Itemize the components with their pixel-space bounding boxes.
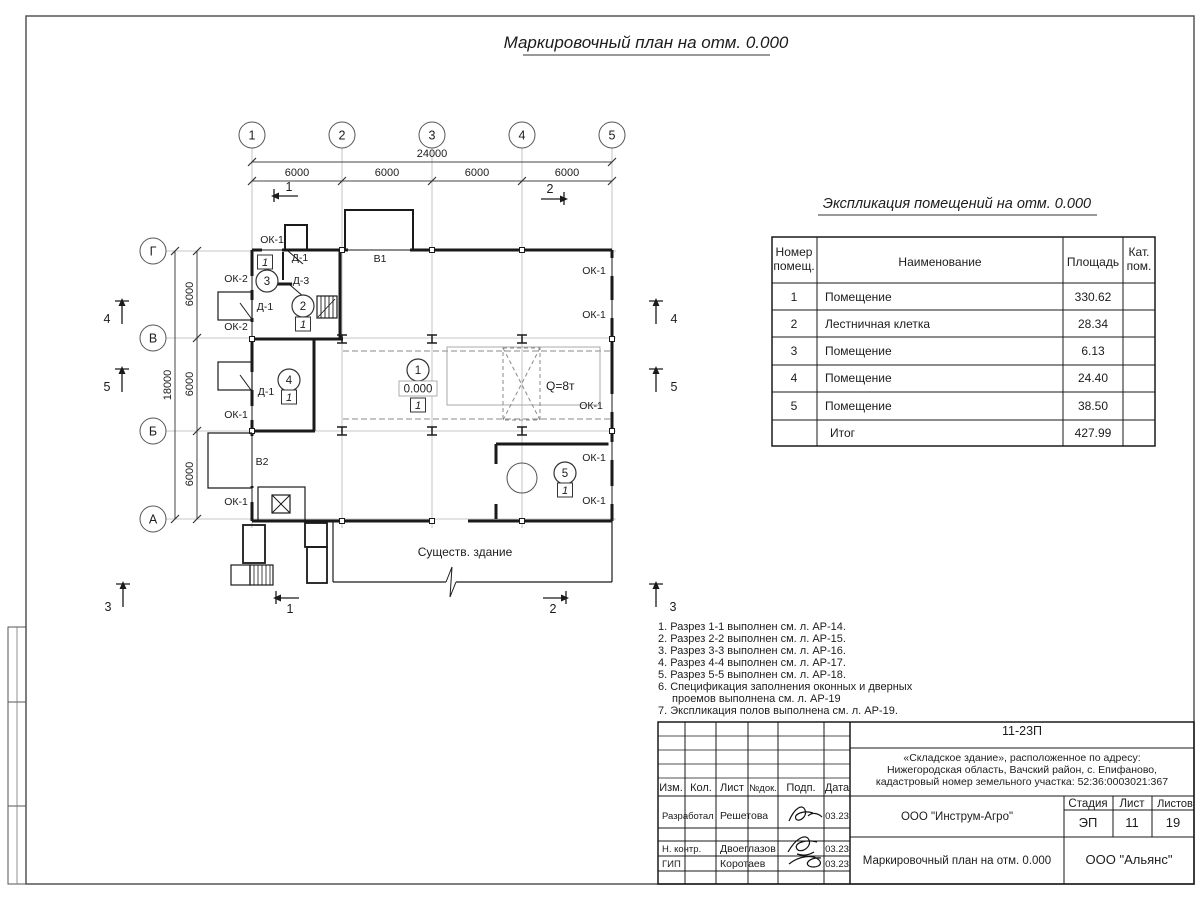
door-label: Д-1 <box>257 386 275 398</box>
dim-row-3: 6000 <box>184 461 196 487</box>
col-ndok: №док. <box>749 783 777 794</box>
room-2-category: 1 <box>299 319 307 331</box>
window-label: ОК-2 <box>224 321 248 333</box>
dim-total-height: 18000 <box>162 369 174 401</box>
section-number: 5 <box>670 380 678 394</box>
sheets-total: 19 <box>1165 815 1181 830</box>
window-label: ОК-1 <box>579 400 603 412</box>
room-markers <box>256 255 576 497</box>
existing-building <box>333 521 612 597</box>
stage-value: ЭП <box>1078 815 1098 830</box>
dim-total-width: 24000 <box>416 148 448 160</box>
col-header-num: Номер <box>775 245 813 259</box>
note-line: 1. Разрез 1-1 выполнен см. л. АР-14. <box>658 621 846 633</box>
name-gip: Коротаев <box>720 858 766 870</box>
table-row <box>791 399 1109 413</box>
axis-row-b: Б <box>148 424 158 439</box>
name-ncontrol: Двоеглазов <box>720 843 776 855</box>
cell-name: Помещение <box>825 344 892 358</box>
col-podp: Подп. <box>786 782 816 794</box>
section-number: 3 <box>669 600 677 614</box>
door-label: Д-1 <box>256 301 274 313</box>
crane-capacity-label: Q=8т <box>546 379 575 393</box>
room-marker-5: 5 <box>561 468 569 480</box>
title-block <box>658 722 1194 884</box>
table-row <box>791 371 1109 385</box>
org-name: ООО "Инструм-Агро" <box>900 811 1014 823</box>
dim-bay-3: 6000 <box>464 167 490 179</box>
date-ncontrol: 03.23 <box>825 844 849 855</box>
dim-row-2: 6000 <box>184 371 196 397</box>
col-data: Дата <box>824 782 850 794</box>
sheet-title: Маркировочный план на отм. 0.000 <box>862 855 1052 867</box>
cell-area: 427.99 <box>1074 426 1112 440</box>
stair-room2 <box>317 296 337 318</box>
gate-label: В1 <box>373 253 387 265</box>
date-gip: 03.23 <box>825 859 849 870</box>
table-row <box>791 344 1105 358</box>
axis-row-g: Г <box>149 244 157 259</box>
room-marker-2: 2 <box>299 301 307 313</box>
cell-num: 5 <box>790 399 798 413</box>
cell-num: 1 <box>790 290 798 304</box>
window-label: ОК-1 <box>582 309 606 321</box>
col-kol: Кол. <box>690 782 712 794</box>
date-developer: 03.23 <box>825 811 849 822</box>
role-gip: ГИП <box>662 859 681 870</box>
table-row <box>791 290 1112 304</box>
gate-label: В2 <box>255 456 269 468</box>
signature-developer <box>789 807 822 821</box>
cell-area: 330.62 <box>1074 290 1112 304</box>
cell-num: 2 <box>790 317 798 331</box>
explication <box>772 196 1155 446</box>
cell-num: 4 <box>790 371 798 385</box>
note-line: проемов выполнена см. л. АР-19 <box>672 693 841 705</box>
sheets-label: Листов <box>1157 798 1193 810</box>
role-developer: Разработал <box>662 811 714 822</box>
section-mark-numbers <box>104 180 678 616</box>
axis-col-3: 3 <box>428 128 436 143</box>
col-izm: Изм. <box>659 782 683 794</box>
col-header-area: Площадь <box>1066 255 1120 269</box>
room-marker-4: 4 <box>285 375 293 387</box>
col-list: Лист <box>720 782 744 794</box>
contractor-name: ООО "Альянс" <box>1085 852 1173 867</box>
table-row-total <box>830 426 1112 440</box>
cell-area: 38.50 <box>1077 399 1109 413</box>
crane-runway <box>343 347 610 420</box>
note-line: 4. Разрез 4-4 выполнен см. л. АР-17. <box>658 657 846 669</box>
notes-list <box>658 621 913 717</box>
sheet-number: 11 <box>1125 815 1139 830</box>
sheet-label: Лист <box>1119 798 1145 810</box>
section-number: 5 <box>103 380 111 394</box>
window-label: ОК-1 <box>582 452 606 464</box>
col-header-cat: пом. <box>1126 259 1152 273</box>
dim-bay-2: 6000 <box>374 167 400 179</box>
section-number: 4 <box>670 312 678 326</box>
door-label: Д-1 <box>291 252 309 264</box>
col-header-num: помещ. <box>773 259 815 273</box>
col-header-name: Наименование <box>898 255 982 269</box>
cell-area: 24.40 <box>1077 371 1109 385</box>
object-address-line: Нижегородская область, Вачский район, с. Епифаново, <box>886 764 1158 776</box>
name-developer: Решетова <box>720 810 769 822</box>
stage-label: Стадия <box>1068 798 1108 810</box>
axis-col-2: 2 <box>338 128 346 143</box>
existing-building-label: Существ. здание <box>417 545 513 559</box>
section-number: 1 <box>286 602 294 616</box>
cell-area: 6.13 <box>1081 344 1105 358</box>
cell-name: Лестничная клетка <box>825 317 931 331</box>
dim-row-1: 6000 <box>184 281 196 307</box>
object-address-line: кадастровый номер земельного участка: 52:36:0003021:367 <box>875 776 1169 788</box>
window-label: ОК-2 <box>224 273 248 285</box>
note-line: 6. Спецификация заполнения оконных и дверных <box>658 681 913 693</box>
axis-col-1: 1 <box>248 128 256 143</box>
section-number: 2 <box>549 602 557 616</box>
cell-name: Помещение <box>825 371 892 385</box>
cell-name: Помещение <box>825 399 892 413</box>
main-title <box>504 33 789 55</box>
page-title: Маркировочный план на отм. 0.000 <box>503 33 789 52</box>
window-label: ОК-1 <box>582 495 606 507</box>
cell-num: 3 <box>790 344 798 358</box>
room-1-category: 1 <box>414 400 422 412</box>
axis-row-a: А <box>148 512 158 527</box>
dim-bay-1: 6000 <box>284 167 310 179</box>
room-marker-3: 3 <box>263 276 271 288</box>
section-number: 2 <box>546 182 554 196</box>
note-line: 7. Экспликация полов выполнена см. л. АР-19. <box>658 705 898 717</box>
window-label: ОК-1 <box>224 409 248 421</box>
axis-col-5: 5 <box>608 128 616 143</box>
section-number: 4 <box>103 312 111 326</box>
room-5-category: 1 <box>561 485 569 497</box>
section-number: 1 <box>285 180 293 194</box>
grid-axes <box>166 148 616 528</box>
role-ncontrol: Н. контр. <box>662 844 702 855</box>
axis-row-v: В <box>148 331 158 346</box>
exterior-details <box>208 292 537 585</box>
dimension-lines <box>162 148 616 523</box>
table-row <box>791 317 1109 331</box>
cell-name: Итог <box>830 426 856 440</box>
note-line: 2. Разрез 2-2 выполнен см. л. АР-15. <box>658 633 846 645</box>
note-line: 3. Разрез 3-3 выполнен см. л. АР-16. <box>658 645 846 657</box>
room-3-category: 1 <box>261 257 269 269</box>
room-marker-1: 1 <box>414 365 422 377</box>
col-header-cat: Кат. <box>1128 245 1150 259</box>
explication-title: Экспликация помещений на отм. 0.000 <box>822 196 1092 212</box>
room-4-category: 1 <box>285 392 293 404</box>
door-label: Д-3 <box>292 275 310 287</box>
cell-name: Помещение <box>825 290 892 304</box>
note-line: 5. Разрез 5-5 выполнен см. л. АР-18. <box>658 669 846 681</box>
dim-bay-4: 6000 <box>554 167 580 179</box>
section-number: 3 <box>104 600 112 614</box>
window-label: ОК-1 <box>224 496 248 508</box>
axis-col-4: 4 <box>518 128 526 143</box>
cell-area: 28.34 <box>1077 317 1109 331</box>
elevation-mark: 0.000 <box>403 383 433 396</box>
window-label: ОК-1 <box>260 234 284 246</box>
object-address-line: «Складское здание», расположенное по адресу: <box>903 752 1141 764</box>
doc-number: 11-23П <box>1001 724 1043 738</box>
window-label: ОК-1 <box>582 265 606 277</box>
